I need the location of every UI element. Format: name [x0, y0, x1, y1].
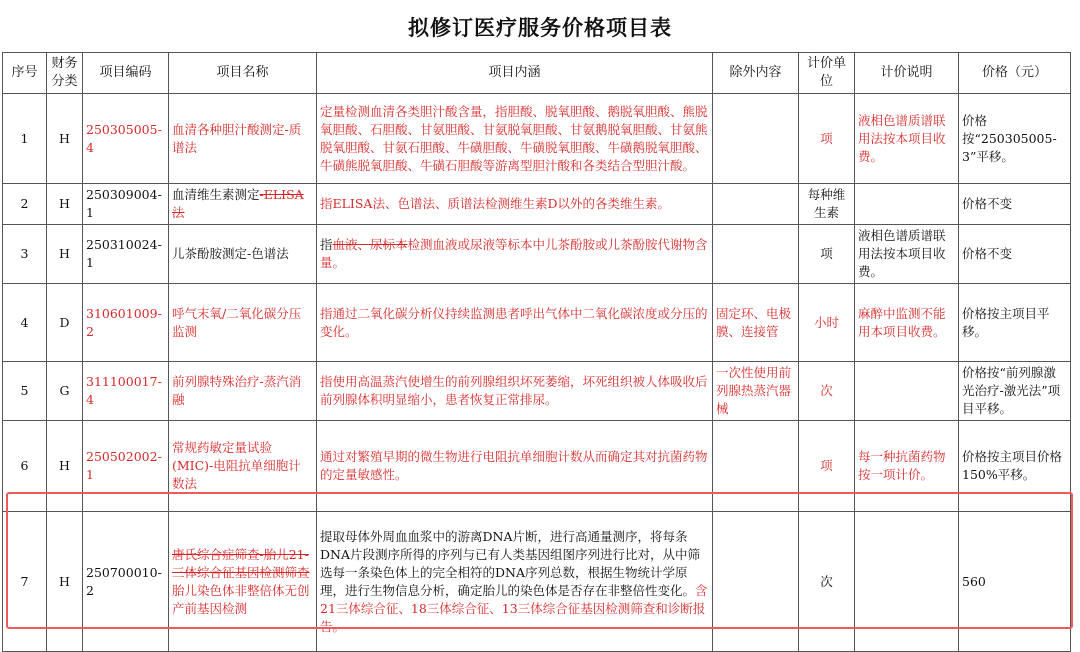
row-code: 310601009-2 [83, 284, 169, 362]
name-added-text: 胎儿染色体非整倍体无创产前基因检测 [172, 582, 310, 616]
row-exclude [713, 512, 799, 652]
row-name [169, 184, 317, 225]
row-name: 常规药敏定量试验(MIC)-电阻抗单细胞计数法 [169, 421, 317, 512]
row-exclude [713, 184, 799, 225]
col-header-code: 项目编码 [83, 53, 169, 94]
row-desc [855, 512, 959, 652]
row-content: 定量检测血清各类胆汁酸含量，指胆酸、脱氧胆酸、鹅脱氧胆酸、熊脱氧胆酸、石胆酸、甘氨胆酸、甘氨脱氧胆酸、甘氨鹅脱氧胆酸、甘氨熊脱氧胆酸、甘氨石胆酸、牛磺胆酸、牛磺脱氧胆酸、牛磺鹅脱氧胆酸、牛磺熊脱氧胆酸、牛磺石胆酸等游离型胆汁酸和各类结合型胆汁酸。 [317, 94, 713, 184]
row-fin: D [47, 284, 83, 362]
content-added-text: 含21三体综合征、18三体综合征、13三体综合征基因检测筛查和诊断报告。 [320, 582, 708, 634]
row-unit: 项 [799, 421, 855, 512]
name-deleted-text: 唐氏综合症筛查-胎儿21-三体综合征基因检测筛查 [172, 546, 310, 580]
row-content: 指ELISA法、色谱法、质谱法检测维生素D以外的各类维生素。 [317, 184, 713, 225]
row-desc [855, 362, 959, 421]
row-unit: 次 [799, 362, 855, 421]
row-fin: H [47, 94, 83, 184]
row-fin: H [47, 225, 83, 284]
row-desc [855, 184, 959, 225]
row-price: 价格按“前列腺激光治疗-激光法”项目平移。 [959, 362, 1071, 421]
row-content [317, 225, 713, 284]
row-price: 价格不变 [959, 184, 1071, 225]
col-header-no: 序号 [3, 53, 47, 94]
table-row [3, 225, 1071, 284]
col-header-fin: 财务分类 [47, 53, 83, 94]
row-desc: 每一种抗菌药物按一项计价。 [855, 421, 959, 512]
row-unit: 项 [799, 94, 855, 184]
col-header-name: 项目名称 [169, 53, 317, 94]
row-price: 560 [959, 512, 1071, 652]
row-desc: 麻醉中监测不能用本项目收费。 [855, 284, 959, 362]
row-fin: H [47, 421, 83, 512]
table-row [3, 421, 1071, 512]
row-unit: 次 [799, 512, 855, 652]
row-fin: H [47, 184, 83, 225]
table-row [3, 184, 1071, 225]
col-header-price: 价格（元） [959, 53, 1071, 94]
row-name: 儿茶酚胺测定-色谱法 [169, 225, 317, 284]
col-header-unit: 计价单位 [799, 53, 855, 94]
row-no: 5 [3, 362, 47, 421]
row-code: 250310024-1 [83, 225, 169, 284]
row-price: 价格按主项目价格150%平移。 [959, 421, 1071, 512]
row-content: 指通过二氧化碳分析仪持续监测患者呼出气体中二氧化碳浓度或分压的变化。 [317, 284, 713, 362]
row-code: 250502002-1 [83, 421, 169, 512]
row-name: 呼气末氧/二氧化碳分压监测 [169, 284, 317, 362]
row-unit: 每种维生素 [799, 184, 855, 225]
row-name: 前列腺特殊治疗-蒸汽消融 [169, 362, 317, 421]
row-name: 血清各种胆汁酸测定-质谱法 [169, 94, 317, 184]
row-code: 250305005-4 [83, 94, 169, 184]
row-code: 311100017-4 [83, 362, 169, 421]
row-fin: H [47, 512, 83, 652]
row-content: 指使用高温蒸汽使增生的前列腺组织坏死萎缩，坏死组织被人体吸收后前列腺体积明显缩小，患者恢复正常排尿。 [317, 362, 713, 421]
content-text: 提取母体外周血血浆中的游离DNA片断，进行高通量测序，将每条DNA片段测序所得的序列与已有人类基因组图序列进行比对，从中筛选每一条染色体上的完全相符的DNA序列总数，根据生物统计学原理，进行生物信息分析，确定胎儿的染色体是否存在非整倍性变化。 [320, 528, 700, 598]
row-price: 价格按主项目平移。 [959, 284, 1071, 362]
row-exclude [713, 225, 799, 284]
row-desc: 液相色谱质谱联用法按本项目收费。 [855, 225, 959, 284]
name-text: 血清维生素测定 [172, 187, 260, 202]
row-code: 250309004-1 [83, 184, 169, 225]
content-added-text: 检测血液或尿液等标本中儿茶酚胺或儿茶酚胺代谢物含量。 [320, 237, 708, 270]
row-name [169, 512, 317, 652]
row-content [317, 512, 713, 652]
content-deleted-text: 血液、尿标本 [332, 237, 408, 252]
row-no: 4 [3, 284, 47, 362]
row-unit: 小时 [799, 284, 855, 362]
table-row [3, 284, 1071, 362]
row-no: 6 [3, 421, 47, 512]
page-title: 拟修订医疗服务价格项目表 [408, 16, 672, 40]
name-deleted-text: -ELISA法 [172, 187, 304, 220]
row-no: 3 [3, 225, 47, 284]
table-row [3, 94, 1071, 184]
table-row [3, 362, 1071, 421]
col-header-exclude: 除外内容 [713, 53, 799, 94]
row-exclude: 固定环、电极膜、连接管 [713, 284, 799, 362]
col-header-desc: 计价说明 [855, 53, 959, 94]
row-no: 1 [3, 94, 47, 184]
col-header-content: 项目内涵 [317, 53, 713, 94]
price-table [2, 52, 1071, 652]
header-row [3, 53, 1071, 94]
row-unit: 项 [799, 225, 855, 284]
row-no: 7 [3, 512, 47, 652]
row-code: 250700010-2 [83, 512, 169, 652]
row-exclude: 一次性使用前列腺热蒸汽器械 [713, 362, 799, 421]
row-fin: G [47, 362, 83, 421]
row-desc: 液相色谱质谱联用法按本项目收费。 [855, 94, 959, 184]
row-price: 价格不变 [959, 225, 1071, 284]
row-no: 2 [3, 184, 47, 225]
content-text: 指 [320, 237, 333, 252]
row-exclude [713, 421, 799, 512]
row-exclude [713, 94, 799, 184]
table-row [3, 512, 1071, 652]
row-price: 价格按“250305005-3”平移。 [959, 94, 1071, 184]
row-content: 通过对繁殖早期的微生物进行电阻抗单细胞计数从而确定其对抗菌药物的定量敏感性。 [317, 421, 713, 512]
